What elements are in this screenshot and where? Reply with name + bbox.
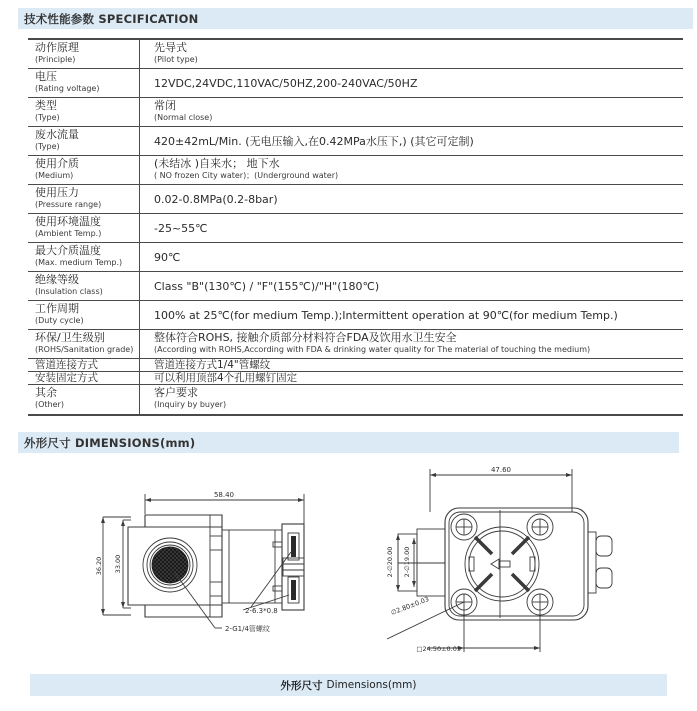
spec-param-name-en: (Insulation class)	[35, 287, 103, 296]
spec-param-name: 类型	[35, 99, 57, 112]
spec-param-name: 电压	[35, 70, 57, 83]
spec-label-cell	[28, 272, 140, 300]
mount-spacing-dim-label: □24.50±0.05	[416, 645, 461, 653]
spec-label-cell	[28, 330, 140, 358]
spec-param-name-en: (Principle)	[35, 55, 76, 64]
spec-row	[28, 301, 683, 330]
spec-param-name: 安装固定方式	[35, 372, 98, 384]
spec-row	[28, 156, 683, 185]
spec-value-cell	[140, 272, 683, 300]
spec-label-cell	[28, 214, 140, 242]
side-height-inner-dim-label: 33.00	[114, 554, 122, 574]
terminal-size-label: 2-6.3*0.8	[245, 607, 278, 615]
spec-value-cell	[140, 330, 683, 358]
spec-param-name-en: (Ambient Temp.)	[35, 229, 102, 238]
spec-value-cell	[140, 301, 683, 329]
spec-row	[28, 272, 683, 301]
spec-param-name: 使用环境温度	[35, 215, 101, 228]
tube-inner-dim-label: 2-∅19.00	[403, 546, 411, 578]
dimensions-section-header	[18, 432, 679, 453]
spec-param-value-en: (Pilot type)	[154, 55, 198, 64]
spec-label-cell	[28, 359, 140, 371]
spec-row	[28, 385, 683, 414]
spec-param-value: 整体符合ROHS, 接触介质部分材料符合FDA及饮用水卫生安全	[154, 331, 457, 344]
spec-label-cell	[28, 69, 140, 97]
spec-value-cell	[140, 69, 683, 97]
spec-param-value: 可以利用顶部4个孔用螺钉固定	[154, 372, 298, 384]
spec-label-cell	[28, 301, 140, 329]
top-view-drawing	[385, 462, 630, 667]
spec-param-name: 环保/卫生级别	[35, 331, 105, 344]
spec-row	[28, 127, 683, 156]
spec-row	[28, 330, 683, 359]
spec-param-name: 管道连接方式	[35, 359, 98, 371]
spec-value-cell	[140, 214, 683, 242]
dimensions-section-title: 外形尺寸 DIMENSIONS(mm)	[24, 435, 196, 450]
spec-row	[28, 243, 683, 272]
spec-param-value: (未结冰 )自来水； 地下水	[154, 157, 280, 170]
side-width-dim-label: 58.40	[213, 491, 235, 499]
spec-param-value-en: (According with ROHS,According with FDA & drinking water quality for The material of touching the medium)	[154, 345, 591, 354]
spec-param-name-en: (Type)	[35, 113, 60, 122]
spec-label-cell	[28, 127, 140, 155]
spec-row	[28, 214, 683, 243]
spec-param-name-en: (Pressure range)	[35, 200, 102, 209]
spec-param-name-en: (Other)	[35, 400, 64, 409]
mount-hole-dim-label: ∅2.80±0.03	[389, 595, 431, 617]
spec-param-value: 管道连接方式1/4"管螺纹	[154, 359, 271, 371]
spec-value-cell	[140, 127, 683, 155]
spec-value-cell	[140, 156, 683, 184]
spec-value-cell	[140, 185, 683, 213]
spec-param-value-en: ( NO frozen City water)；(Underground water)	[154, 171, 339, 180]
spec-section-title: 技术性能参数 SPECIFICATION	[24, 11, 199, 26]
spec-param-name-en: (Duty cycle)	[35, 316, 84, 325]
side-view-drawing	[95, 488, 325, 663]
spec-row	[28, 359, 683, 372]
spec-param-name-en: (Max. medium Temp.)	[35, 258, 123, 267]
spec-row	[28, 372, 683, 385]
spec-label-cell	[28, 98, 140, 126]
spec-param-value: 420±42mL/Min. (无电压输入,在0.42MPa水压下,) (其它可定制)	[154, 134, 474, 148]
dimensions-footer-cn: 外形尺寸	[280, 679, 323, 692]
port-thread-label: 2-G1/4管螺纹	[225, 625, 270, 633]
spec-param-value: 90℃	[154, 250, 181, 264]
spec-param-name: 动作原理	[35, 41, 79, 54]
tube-outer-dim-label: 2-∅20.00	[386, 546, 394, 578]
spec-value-cell	[140, 385, 683, 414]
spec-label-cell	[28, 40, 140, 68]
spec-param-value: 0.02-0.8MPa(0.2-8bar)	[154, 192, 278, 206]
spec-value-cell	[140, 98, 683, 126]
spec-section-header	[18, 8, 693, 29]
spec-param-name: 其余	[35, 386, 57, 399]
dimensions-footer-bar	[30, 674, 667, 696]
spec-param-value-en: (Normal close)	[154, 113, 213, 122]
spec-label-cell	[28, 185, 140, 213]
spec-param-name-en: (ROHS/Sanitation grade)	[35, 345, 134, 354]
spec-param-value: Class "B"(130℃) / "F"(155℃)/"H"(180℃)	[154, 279, 380, 293]
spec-param-value: 12VDC,24VDC,110VAC/50HZ,200-240VAC/50HZ	[154, 76, 418, 90]
spec-row	[28, 185, 683, 214]
spec-param-value-en: (Inquiry by buyer)	[154, 400, 227, 409]
spec-value-cell	[140, 372, 683, 384]
side-height-outer-dim-label: 36.20	[95, 556, 103, 576]
spec-param-value: 100% at 25℃(for medium Temp.);Intermittent operation at 90℃(for medium Temp.)	[154, 308, 618, 322]
spec-param-name-en: (Medium)	[35, 171, 74, 180]
spec-param-name: 使用介质	[35, 157, 79, 170]
spec-param-name: 废水流量	[35, 128, 79, 141]
spec-param-name-en: (Rating voltage)	[35, 84, 100, 93]
spec-value-cell	[140, 243, 683, 271]
spec-row	[28, 40, 683, 69]
spec-param-name: 工作周期	[35, 302, 79, 315]
spec-value-cell	[140, 40, 683, 68]
spec-row	[28, 69, 683, 98]
dimensions-footer-en: Dimensions(mm)	[326, 679, 417, 691]
spec-param-value: 客户要求	[154, 386, 198, 399]
spec-param-name-en: (Type)	[35, 142, 60, 151]
spec-value-cell	[140, 359, 683, 371]
spec-table	[28, 38, 683, 416]
spec-label-cell	[28, 156, 140, 184]
spec-label-cell	[28, 385, 140, 414]
spec-param-name: 使用压力	[35, 186, 79, 199]
spec-param-value: 先导式	[154, 41, 187, 54]
spec-label-cell	[28, 372, 140, 384]
spec-param-name: 最大介质温度	[35, 244, 101, 257]
spec-param-value: 常闭	[154, 99, 176, 112]
spec-param-name: 绝缘等级	[35, 273, 79, 286]
spec-label-cell	[28, 243, 140, 271]
top-width-dim-label: 47.60	[490, 466, 512, 474]
spec-row	[28, 98, 683, 127]
spec-param-value: -25~55℃	[154, 221, 208, 235]
